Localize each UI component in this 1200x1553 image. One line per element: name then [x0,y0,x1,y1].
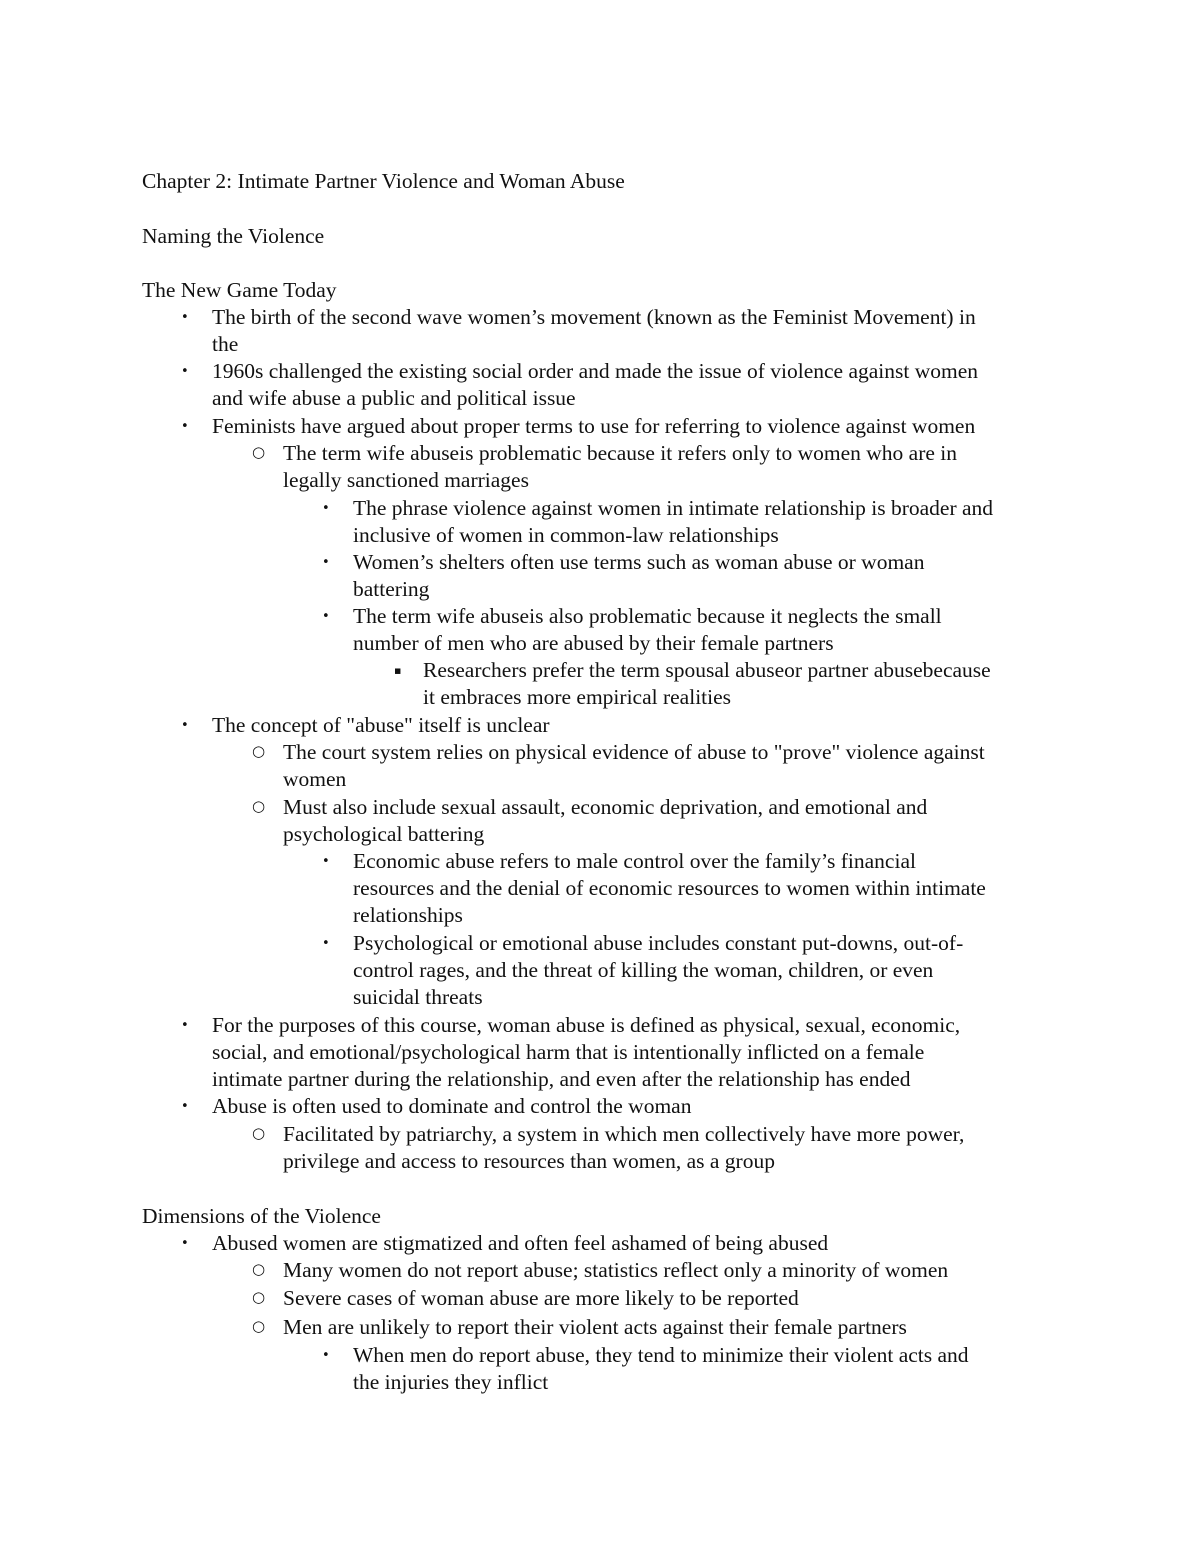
bullet-disc-icon: • [181,1099,189,1114]
list-item-text: number of men who are abused by their female partners [353,631,834,655]
list-item-text: control rages, and the threat of killing the woman, children, or even [353,958,934,982]
bullet-circle-icon: ○ [252,1317,266,1335]
list-item-text: The court system relies on physical evidence of abuse to "prove" violence against [283,740,985,764]
list-item-text: When men do report abuse, they tend to minimize their violent acts and [353,1343,969,1367]
list-item-text: privilege and access to resources than women, as a group [283,1149,775,1173]
bullet-disc-icon: • [181,364,189,379]
list-item-text: intimate partner during the relationship, and even after the relationship has ended [212,1067,911,1091]
list-item-text: suicidal threats [353,985,483,1009]
list-item-text: 1960s challenged the existing social order and made the issue of violence against women [212,359,979,383]
list-item-text: Many women do not report abuse; statistics reflect only a minority of women [283,1258,949,1282]
list-item-text: and wife abuse a public and political issue [212,386,576,410]
list-item-text: it embraces more empirical realities [423,685,732,709]
list-item-text: Researchers prefer the term spousal abuseor partner abusebecause [423,658,991,682]
bullet-circle-icon: ○ [252,1288,266,1306]
bullet-disc-icon: • [322,609,330,624]
bullet-disc-icon: • [181,310,189,325]
list-item-text: battering [353,577,430,601]
list-item-text: inclusive of women in common-law relationships [353,523,779,547]
list-item-text: relationships [353,903,463,927]
bullet-circle-icon: ○ [252,443,266,461]
bullet-circle-icon: ○ [252,1124,266,1142]
list-item-text: Women’s shelters often use terms such as woman abuse or woman [353,550,925,574]
bullet-disc-icon: • [181,419,189,434]
list-item-text: The term wife abuseis also problematic because it neglects the small [353,604,942,628]
bullet-disc-icon: • [322,555,330,570]
bullet-disc-icon: • [322,936,330,951]
list-item-text: the [212,332,239,356]
bullet-disc-icon: • [181,1236,189,1251]
bullet-square-icon: ▪ [394,664,402,677]
list-item-text: Feminists have argued about proper terms to use for referring to violence against women [212,414,976,438]
section-heading-dimensions: Dimensions of the Violence [142,1204,381,1228]
list-item-text: Psychological or emotional abuse includes constant put-downs, out-of- [353,931,964,955]
list-item-text: The concept of "abuse" itself is unclear [212,713,550,737]
bullet-circle-icon: ○ [252,742,266,760]
list-item-text: Facilitated by patriarchy, a system in which men collectively have more power, [283,1122,965,1146]
list-item-text: women [283,767,347,791]
list-item-text: Men are unlikely to report their violent acts against their female partners [283,1315,907,1339]
list-item-text: Abuse is often used to dominate and control the woman [212,1094,692,1118]
list-item-text: legally sanctioned marriages [283,468,529,492]
bullet-disc-icon: • [322,501,330,516]
subsection-heading-new-game: The New Game Today [142,278,337,302]
bullet-disc-icon: • [181,718,189,733]
list-item-text: the injuries they inflict [353,1370,549,1394]
list-item-text: The term wife abuseis problematic because it refers only to women who are in [283,441,958,465]
bullet-disc-icon: • [322,1348,330,1363]
list-item-text: social, and emotional/psychological harm that is intentionally inflicted on a female [212,1040,925,1064]
list-item-text: Economic abuse refers to male control over the family’s financial [353,849,916,873]
list-item-text: The phrase violence against women in intimate relationship is broader and [353,496,994,520]
bullet-circle-icon: ○ [252,1260,266,1278]
section-heading-naming: Naming the Violence [142,224,325,248]
chapter-title: Chapter 2: Intimate Partner Violence and Woman Abuse [142,169,625,193]
list-item-text: psychological battering [283,822,485,846]
list-item-text: Must also include sexual assault, economic deprivation, and emotional and [283,795,928,819]
list-item-text: Severe cases of woman abuse are more likely to be reported [283,1286,799,1310]
list-item-text: For the purposes of this course, woman abuse is defined as physical, sexual, economic, [212,1013,961,1037]
list-item-text: resources and the denial of economic resources to women within intimate [353,876,986,900]
bullet-disc-icon: • [322,854,330,869]
list-item-text: The birth of the second wave women’s movement (known as the Feminist Movement) in [212,305,976,329]
bullet-disc-icon: • [181,1018,189,1033]
bullet-circle-icon: ○ [252,797,266,815]
list-item-text: Abused women are stigmatized and often feel ashamed of being abused [212,1231,829,1255]
